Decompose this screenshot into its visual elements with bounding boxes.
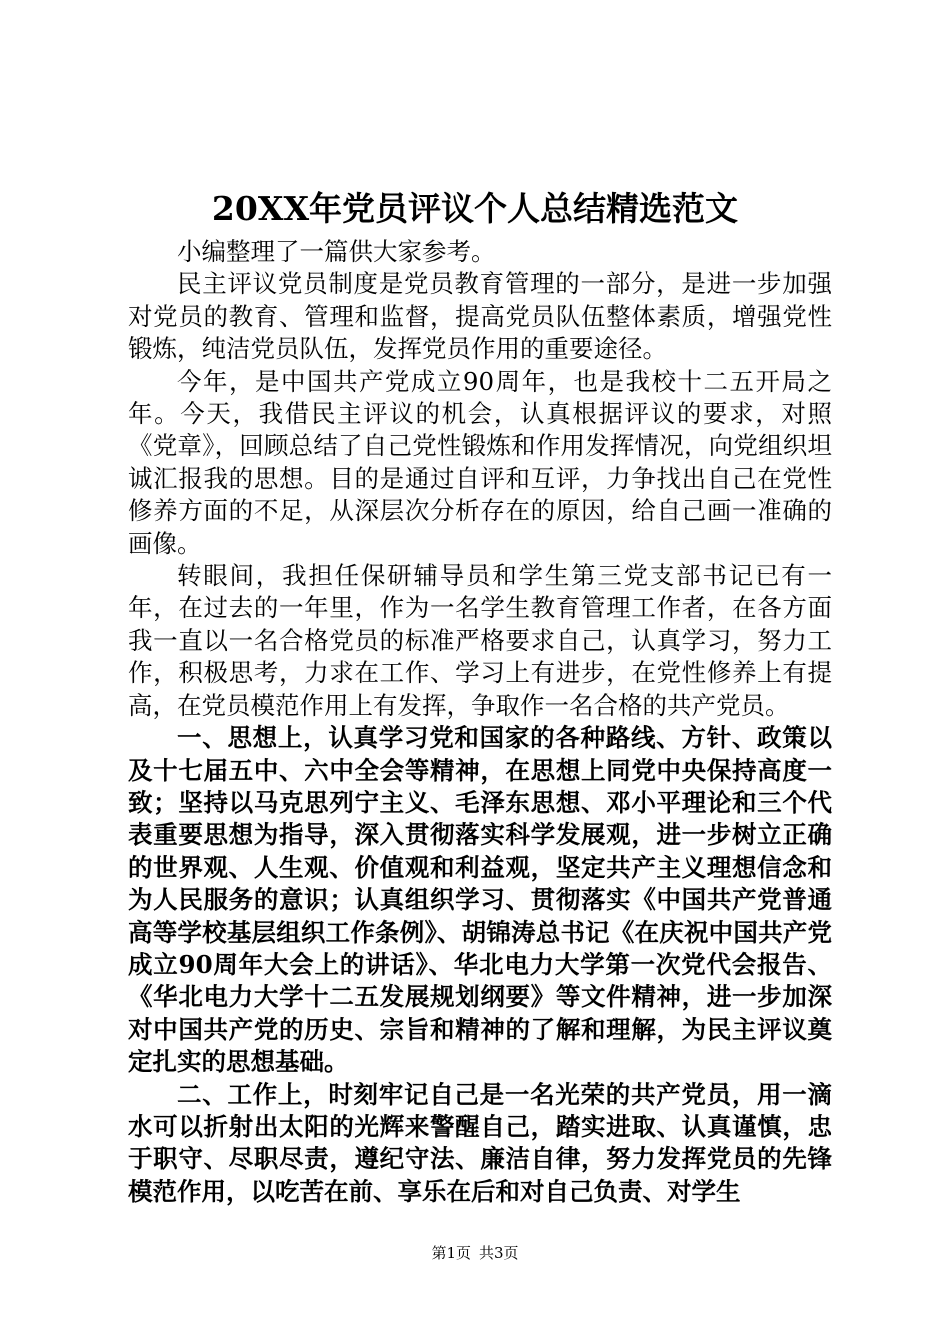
- page-total: 共3页: [479, 1244, 519, 1262]
- paragraph-intro: 小编整理了一篇供大家参考。: [177, 237, 496, 266]
- page-number: 第1页: [431, 1244, 471, 1262]
- paragraph-work: 二、工作上，时刻牢记自己是一名光荣的共产党员，用一滴水可以折射出太阳的光辉来警醒自己，踏实进取、认真谨慎，忠于职守、尽职尽责，遵纪守法、廉洁自律，努力发挥党员的先锋模范作用，以吃苦在前、享乐在后和对自己负责、对学生: [128, 1079, 832, 1206]
- page-footer: [0, 1243, 950, 1263]
- document-title: 20XX年党员评议个人总结精选范文: [211, 189, 739, 228]
- paragraph-role: 转眼间，我担任保研辅导员和学生第三党支部书记已有一年，在过去的一年里，作为一名学生教育管理工作者，在各方面我一直以一名合格党员的标准严格要求自己，认真学习，努力工作，积极思考，力求在工作、学习上有进步，在党性修养上有提高，在党员模范作用上有发挥，争取作一名合格的共产党员。: [128, 561, 832, 720]
- paragraph-this-year: 今年，是中国共产党成立90周年，也是我校十二五开局之年。今天，我借民主评议的机会，认真根据评议的要求，对照《党章》，回顾总结了自己党性锻炼和作用发挥情况，向党组织坦诚汇报我的思想。目的是通过自评和互评，力争找出自己在党性修养方面的不足，从深层次分析存在的原因，给自己画一准确的画像。: [128, 366, 832, 558]
- paragraph-system: 民主评议党员制度是党员教育管理的一部分，是进一步加强对党员的教育、管理和监督，提高党员队伍整体素质，增强党性锻炼，纯洁党员队伍，发挥党员作用的重要途径。: [128, 269, 832, 364]
- paragraph-ideology: 一、思想上，认真学习党和国家的各种路线、方针、政策以及十七届五中、六中全会等精神，在思想上同党中央保持高度一致；坚持以马克思列宁主义、毛泽东思想、邓小平理论和三个代表重要思想为指导，深入贯彻落实科学发展观，进一步树立正确的世界观、人生观、价值观和利益观，坚定共产主义理想信念和为人民服务的意识；认真组织学习、贯彻落实《中国共产党普通高等学校基层组织工作条例》、胡锦涛总书记《在庆祝中国共产党成立90周年大会上的讲话》、华北电力大学第一次党代会报告、《华北电力大学十二五发展规划纲要》等文件精神，进一步加深对中国共产党的历史、宗旨和精神的了解和理解，为民主评议奠定扎实的思想基础。: [128, 723, 832, 1077]
- document-body: [128, 236, 832, 1208]
